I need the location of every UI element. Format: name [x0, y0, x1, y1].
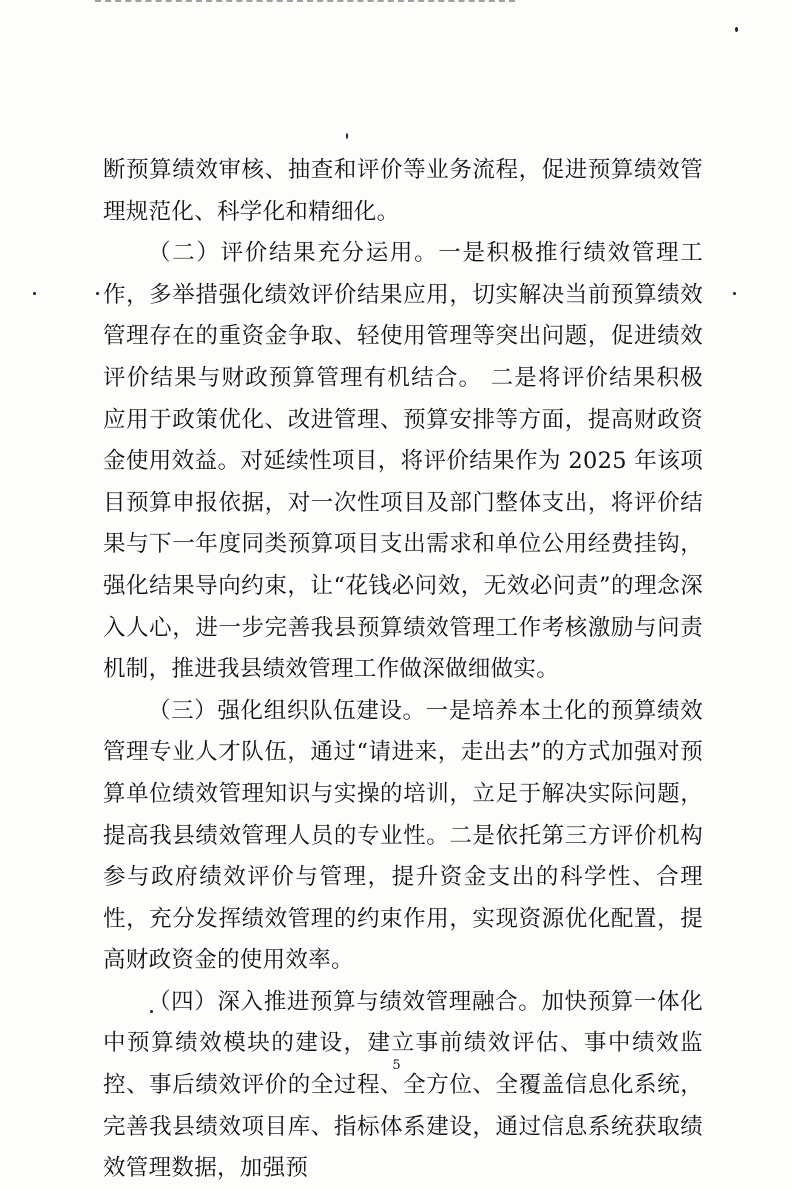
document-body	[103, 150, 703, 1190]
scan-speck	[33, 292, 36, 295]
paragraph-continuation: 断预算绩效审核、抽查和评价等业务流程，促进预算绩效管理规范化、科学化和精细化。	[103, 157, 703, 225]
scan-speck	[735, 27, 738, 32]
scan-speck	[346, 133, 348, 139]
paragraph-section-4: （四）深入推进预算与绩效管理融合。加快预算一体化中预算绩效模块的建设，建立事前绩效评估、事中绩效监控、事后绩效评价的全过程、全方位、全覆盖信息化系统，完善我县绩效项目库、指标体系建设，通过信息系统获取绩效管理数据，加强预	[103, 988, 703, 1182]
scan-top-border	[95, 0, 515, 4]
paragraph-section-2: （二）评价结果充分运用。一是积极推行绩效管理工作，多举措强化绩效评价结果应用，切实解决当前预算绩效管理存在的重资金争取、轻使用管理等突出问题，促进绩效评价结果与财政预算管理有机结合。 二是将评价结果积极应用于政策优化、改进管理、预算安排等方面，提高财政资金使用效益。对延续性项目，将评价结果作为 2025 年该项目预算申报依据，对一次性项目及部门整体支出，将评价结果与下一年度同类预算项目支出需求和单位公用经费挂钩，强化结果导向约束，让“花钱必问效，无效必问责”的理念深入人心，进一步完善我县预算绩效管理工作考核激励与问责机制，推进我县绩效管理工作做深做细做实。	[103, 240, 703, 683]
page-number: 5	[392, 1058, 401, 1073]
scan-speck	[733, 292, 736, 295]
paragraph-section-3: （三）强化组织队伍建设。一是培养本土化的预算绩效管理专业人才队伍，通过“请进来，走出去”的方式加强对预算单位绩效管理知识与实操的培训，立足于解决实际问题，提高我县绩效管理人员的专业性。二是依托第三方评价机构参与政府绩效评价与管理，提升资金支出的科学性、合理性，充分发挥绩效管理的约束作用，实现资源优化配置，提高财政资金的使用效率。	[103, 697, 703, 974]
scan-speck	[96, 292, 99, 295]
